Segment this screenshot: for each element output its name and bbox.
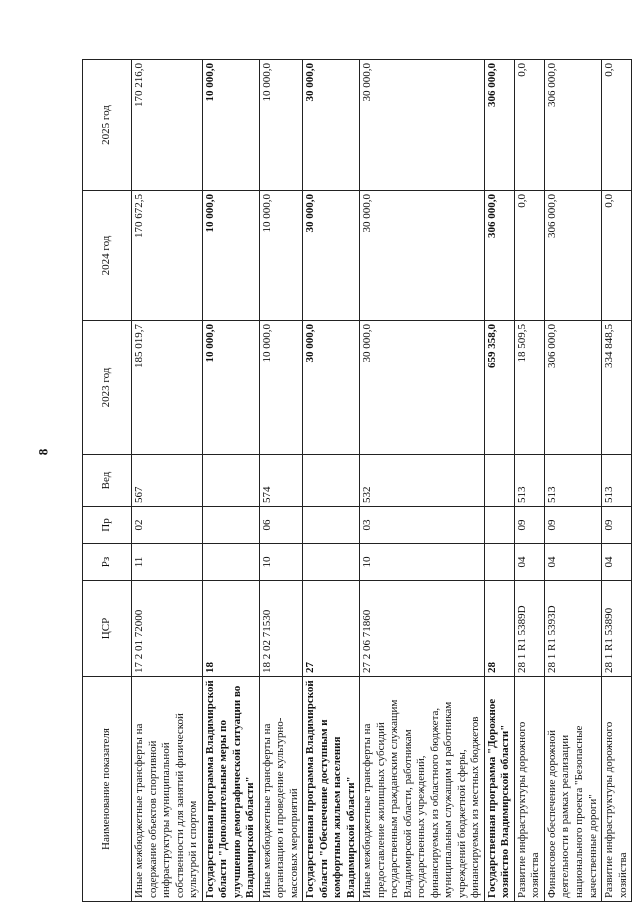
row-2025: 306 000,0 <box>484 60 514 191</box>
row-rz <box>202 544 259 581</box>
row-2024: 30 000,0 <box>303 191 360 321</box>
row-2024: 30 000,0 <box>360 191 485 321</box>
row-pr <box>303 507 360 544</box>
row-name: Финансовое обеспечение дорожной деятельности в рамках реализации национального проекта "Безопасные качественные дороги" <box>544 677 601 902</box>
row-2023: 306 000,0 <box>544 321 601 455</box>
row-2025: 306 000,0 <box>544 60 601 191</box>
row-pr: 09 <box>544 507 601 544</box>
row-pr <box>484 507 514 544</box>
row-rz: 04 <box>514 544 544 581</box>
row-2023: 10 000,0 <box>202 321 259 455</box>
row-csr: 27 <box>303 581 360 677</box>
row-pr: 02 <box>132 507 203 544</box>
header-pr: Пр <box>83 507 132 544</box>
page-number: 8 <box>35 448 51 456</box>
header-2024: 2024 год <box>83 191 132 321</box>
row-pr: 09 <box>514 507 544 544</box>
row-csr: 17 2 01 72000 <box>132 581 203 677</box>
header-csr: ЦСР <box>83 581 132 677</box>
row-rz <box>484 544 514 581</box>
row-name: Государственная программа Владимирской области "Дополнительные меры по улучшению демографической ситуации во Владимирской области" <box>202 677 259 902</box>
row-ved: 574 <box>259 455 303 507</box>
table-row <box>132 60 203 902</box>
row-csr: 18 2 02 71530 <box>259 581 303 677</box>
row-csr: 28 1 R1 53890 <box>602 581 632 677</box>
header-2025: 2025 год <box>83 60 132 191</box>
header-rz: Рз <box>83 544 132 581</box>
row-2023: 10 000,0 <box>259 321 303 455</box>
table-row <box>259 60 303 902</box>
row-name: Государственная программа Владимирской области "Обеспечение доступным и комфортным жильем населения Владимирской области" <box>303 677 360 902</box>
row-pr: 06 <box>259 507 303 544</box>
row-rz: 10 <box>259 544 303 581</box>
row-2023: 30 000,0 <box>360 321 485 455</box>
table-row <box>602 60 632 902</box>
row-pr: 09 <box>602 507 632 544</box>
row-ved <box>202 455 259 507</box>
row-ved: 532 <box>360 455 485 507</box>
row-ved: 513 <box>514 455 544 507</box>
row-rz: 10 <box>360 544 485 581</box>
row-2023: 659 358,0 <box>484 321 514 455</box>
row-csr: 28 1 R1 5389D <box>514 581 544 677</box>
row-pr: 03 <box>360 507 485 544</box>
row-rz: 11 <box>132 544 203 581</box>
row-2025: 0,0 <box>514 60 544 191</box>
row-2025: 0,0 <box>602 60 632 191</box>
row-rz: 04 <box>544 544 601 581</box>
row-2025: 30 000,0 <box>360 60 485 191</box>
row-name: Иные межбюджетные трансферты на содержание объектов спортивной инфраструктуры муниципальной собственности для занятий физической культурой и спортом <box>132 677 203 902</box>
row-name: Иные межбюджетные трансферты на предоставление жилищных субсидий государственным гражданским служащим Владимирской области, работникам государственных учреждений, финансируемых из областного бюджета, муниципальным служащим и работникам учреждений бюджетной сферы, финансируемых из местных бюджетов <box>360 677 485 902</box>
table-row <box>360 60 485 902</box>
row-csr: 28 1 R1 5393D <box>544 581 601 677</box>
row-ved: 513 <box>602 455 632 507</box>
row-csr: 27 2 06 71860 <box>360 581 485 677</box>
row-2023: 185 019,7 <box>132 321 203 455</box>
row-rz: 04 <box>602 544 632 581</box>
row-ved <box>303 455 360 507</box>
row-2025: 30 000,0 <box>303 60 360 191</box>
header-2023: 2023 год <box>83 321 132 455</box>
row-csr: 18 <box>202 581 259 677</box>
row-2024: 10 000,0 <box>259 191 303 321</box>
row-name: Развитие инфраструктуры дорожного хозяйства <box>514 677 544 902</box>
table-header-row <box>83 60 132 902</box>
table-row <box>484 60 514 902</box>
table-row <box>544 60 601 902</box>
row-2025: 10 000,0 <box>202 60 259 191</box>
row-2023: 18 509,5 <box>514 321 544 455</box>
rotated-table-container <box>82 60 629 902</box>
row-2024: 0,0 <box>602 191 632 321</box>
row-rz <box>303 544 360 581</box>
table-row <box>303 60 360 902</box>
header-ved: Вед <box>83 455 132 507</box>
row-2024: 10 000,0 <box>202 191 259 321</box>
row-name: Иные межбюджетные трансферты на организацию и проведение культурно-массовых мероприятий <box>259 677 303 902</box>
table-row <box>202 60 259 902</box>
row-2025: 170 216,0 <box>132 60 203 191</box>
row-csr: 28 <box>484 581 514 677</box>
row-ved: 513 <box>544 455 601 507</box>
row-2024: 306 000,0 <box>484 191 514 321</box>
row-ved: 567 <box>132 455 203 507</box>
row-2023: 334 848,5 <box>602 321 632 455</box>
row-2024: 0,0 <box>514 191 544 321</box>
row-ved <box>484 455 514 507</box>
budget-table <box>82 59 632 902</box>
row-2025: 10 000,0 <box>259 60 303 191</box>
row-name: Государственная программа "Дорожное хозяйство Владимирской области" <box>484 677 514 902</box>
row-2024: 170 672,5 <box>132 191 203 321</box>
header-name: Наименование показателя <box>83 677 132 902</box>
row-name: Развитие инфраструктуры дорожного хозяйства <box>602 677 632 902</box>
row-pr <box>202 507 259 544</box>
row-2023: 30 000,0 <box>303 321 360 455</box>
row-2024: 306 000,0 <box>544 191 601 321</box>
table-row <box>514 60 544 902</box>
